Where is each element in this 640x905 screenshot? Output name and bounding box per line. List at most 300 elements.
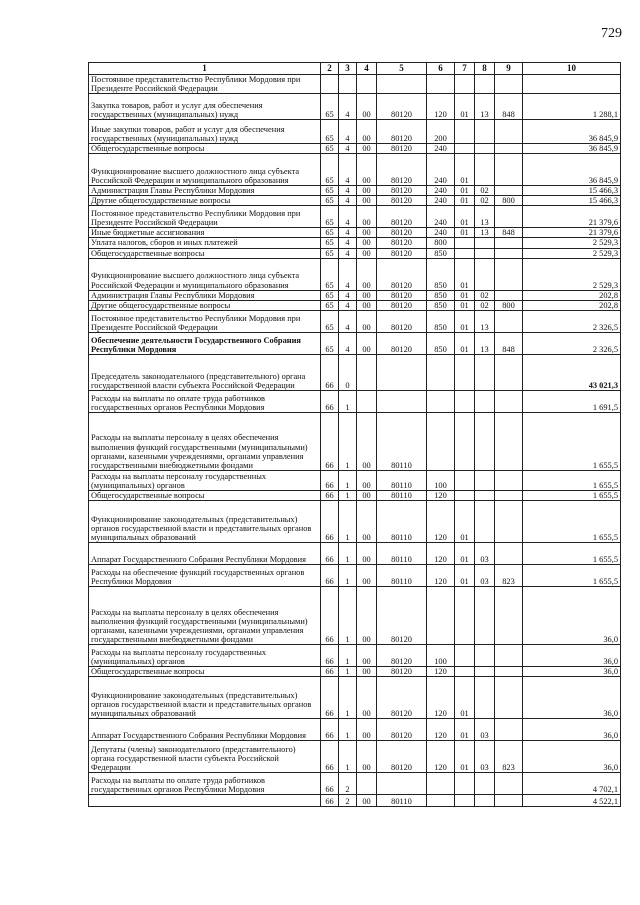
cell-code: 01 (455, 94, 475, 120)
cell-name (89, 794, 321, 806)
cell-code: 240 (427, 186, 455, 196)
cell-code: 4 (339, 94, 357, 120)
cell-amount: 36 845,9 (523, 144, 621, 154)
table-row (89, 542, 621, 564)
cell-code (427, 354, 455, 390)
cell-code (475, 470, 495, 490)
cell-code: 66 (321, 470, 339, 490)
cell-code (339, 75, 357, 94)
cell-code: 823 (495, 564, 523, 586)
cell-code: 01 (455, 290, 475, 300)
cell-name: Аппарат Государственного Собрания Республики Мордовия (89, 718, 321, 740)
cell-code (495, 490, 523, 500)
cell-amount: 202,8 (523, 300, 621, 310)
cell-code: 00 (357, 310, 377, 332)
cell-code (475, 238, 495, 248)
cell-code: 03 (475, 564, 495, 586)
cell-amount: 15 466,3 (523, 186, 621, 196)
cell-code: 1 (339, 390, 357, 412)
cell-code: 240 (427, 154, 455, 186)
cell-code (495, 676, 523, 718)
cell-amount: 36,0 (523, 740, 621, 772)
cell-code: 850 (427, 310, 455, 332)
cell-code (495, 354, 523, 390)
cell-code: 100 (427, 470, 455, 490)
cell-code: 65 (321, 238, 339, 248)
cell-code: 13 (475, 94, 495, 120)
cell-name: Уплата налогов, сборов и иных платежей (89, 238, 321, 248)
cell-name: Расходы на выплаты персоналу государственных (муниципальных) органов (89, 644, 321, 666)
cell-code (455, 490, 475, 500)
table-row (89, 676, 621, 718)
cell-code (377, 390, 427, 412)
table-row (89, 412, 621, 470)
cell-code: 850 (427, 258, 455, 290)
cell-code: 120 (427, 500, 455, 542)
table-row (89, 332, 621, 354)
cell-code (455, 238, 475, 248)
cell-code (475, 490, 495, 500)
cell-code: 01 (455, 740, 475, 772)
cell-name: Администрация Главы Республики Мордовия (89, 290, 321, 300)
cell-code (495, 238, 523, 248)
cell-code: 80120 (377, 740, 427, 772)
cell-code: 2 (339, 794, 357, 806)
cell-code: 80120 (377, 676, 427, 718)
cell-code (495, 390, 523, 412)
cell-code: 800 (495, 300, 523, 310)
cell-code: 00 (357, 120, 377, 144)
cell-code: 80110 (377, 490, 427, 500)
cell-code (357, 390, 377, 412)
cell-code: 80120 (377, 238, 427, 248)
cell-code: 65 (321, 186, 339, 196)
cell-code: 4 (339, 228, 357, 238)
cell-code: 65 (321, 144, 339, 154)
cell-code (475, 676, 495, 718)
cell-code: 80120 (377, 206, 427, 228)
cell-code: 80120 (377, 718, 427, 740)
cell-name: Аппарат Государственного Собрания Республики Мордовия (89, 542, 321, 564)
cell-code: 00 (357, 248, 377, 258)
cell-code (475, 500, 495, 542)
cell-code: 800 (427, 238, 455, 248)
cell-amount: 2 529,3 (523, 248, 621, 258)
cell-code (455, 390, 475, 412)
cell-code: 02 (475, 196, 495, 206)
cell-code: 01 (455, 206, 475, 228)
cell-code (455, 354, 475, 390)
table-body (89, 75, 621, 807)
cell-code: 80120 (377, 94, 427, 120)
table-row (89, 390, 621, 412)
cell-name: Закупка товаров, работ и услуг для обеспечения государственных (муниципальных) нужд (89, 94, 321, 120)
cell-amount (523, 75, 621, 94)
cell-name: Другие общегосударственные вопросы (89, 196, 321, 206)
cell-code (427, 390, 455, 412)
cell-name: Функционирование высшего должностного лица субъекта Российской Федерации и муниципального образования (89, 258, 321, 290)
cell-code: 848 (495, 332, 523, 354)
table-row (89, 772, 621, 794)
cell-code: 02 (475, 300, 495, 310)
cell-code: 01 (455, 186, 475, 196)
cell-code: 00 (357, 300, 377, 310)
cell-code: 00 (357, 470, 377, 490)
cell-code (495, 154, 523, 186)
cell-code: 1 (339, 470, 357, 490)
cell-code: 80120 (377, 228, 427, 238)
table-row (89, 228, 621, 238)
cell-code: 4 (339, 332, 357, 354)
cell-code: 848 (495, 228, 523, 238)
cell-code: 01 (455, 310, 475, 332)
cell-code (455, 75, 475, 94)
cell-code: 00 (357, 412, 377, 470)
cell-code: 850 (427, 300, 455, 310)
table-row (89, 154, 621, 186)
cell-code (455, 772, 475, 794)
cell-amount: 2 529,3 (523, 258, 621, 290)
table-row (89, 300, 621, 310)
cell-code: 4 (339, 310, 357, 332)
cell-amount: 36,0 (523, 666, 621, 676)
cell-code: 66 (321, 586, 339, 644)
cell-name: Расходы на выплаты персоналу в целях обеспечения выполнения функций государственными (муниципальными) органами, казенными учреждениями, органами управления государственными внебюджетными фондами (89, 412, 321, 470)
cell-code (357, 772, 377, 794)
cell-amount: 2 326,5 (523, 332, 621, 354)
cell-code (495, 290, 523, 300)
cell-code (377, 75, 427, 94)
cell-code: 80120 (377, 154, 427, 186)
table-row (89, 718, 621, 740)
cell-code (475, 644, 495, 666)
cell-code: 65 (321, 290, 339, 300)
cell-name: Председатель законодательного (представительного) органа государственной власти субъекта Российской Федерации (89, 354, 321, 390)
cell-amount: 1 691,5 (523, 390, 621, 412)
cell-code: 80110 (377, 564, 427, 586)
cell-name: Иные закупки товаров, работ и услуг для обеспечения государственных (муниципальных) нужд (89, 120, 321, 144)
column-header: 7 (455, 63, 475, 75)
cell-code (475, 390, 495, 412)
cell-amount: 202,8 (523, 290, 621, 300)
cell-code (495, 258, 523, 290)
table-row (89, 354, 621, 390)
cell-code (495, 248, 523, 258)
cell-amount: 43 021,3 (523, 354, 621, 390)
cell-code: 120 (427, 666, 455, 676)
column-header: 9 (495, 63, 523, 75)
cell-code: 80110 (377, 412, 427, 470)
cell-code: 4 (339, 120, 357, 144)
table-row (89, 248, 621, 258)
cell-code: 80120 (377, 290, 427, 300)
cell-name: Расходы на обеспечение функций государственных органов Республики Мордовия (89, 564, 321, 586)
cell-code: 01 (455, 564, 475, 586)
cell-code: 4 (339, 290, 357, 300)
cell-name: Функционирование высшего должностного лица субъекта Российской Федерации и муниципального образования (89, 154, 321, 186)
column-header: 5 (377, 63, 427, 75)
cell-name: Иные бюджетные ассигнования (89, 228, 321, 238)
cell-code: 02 (475, 186, 495, 196)
cell-code: 01 (455, 500, 475, 542)
column-header: 8 (475, 63, 495, 75)
cell-code: 80120 (377, 666, 427, 676)
cell-code: 1 (339, 586, 357, 644)
cell-code: 100 (427, 644, 455, 666)
cell-code: 800 (495, 196, 523, 206)
cell-code (475, 666, 495, 676)
cell-code (377, 772, 427, 794)
cell-code: 80120 (377, 196, 427, 206)
cell-code: 01 (455, 542, 475, 564)
cell-name: Администрация Главы Республики Мордовия (89, 186, 321, 196)
column-header: 10 (523, 63, 621, 75)
cell-code: 1 (339, 666, 357, 676)
cell-code (475, 248, 495, 258)
cell-code: 01 (455, 676, 475, 718)
table-row (89, 794, 621, 806)
table-row (89, 564, 621, 586)
table-row (89, 120, 621, 144)
cell-code: 65 (321, 228, 339, 238)
cell-code: 4 (339, 186, 357, 196)
cell-code: 4 (339, 206, 357, 228)
cell-code: 66 (321, 644, 339, 666)
cell-amount: 36 845,9 (523, 154, 621, 186)
cell-code: 00 (357, 238, 377, 248)
table-row (89, 186, 621, 196)
cell-code (495, 144, 523, 154)
cell-code: 00 (357, 186, 377, 196)
cell-code (475, 144, 495, 154)
cell-code: 00 (357, 644, 377, 666)
cell-code: 00 (357, 290, 377, 300)
cell-code: 4 (339, 300, 357, 310)
cell-code: 00 (357, 332, 377, 354)
cell-code: 66 (321, 772, 339, 794)
cell-code: 66 (321, 354, 339, 390)
cell-code: 00 (357, 586, 377, 644)
cell-code: 00 (357, 258, 377, 290)
cell-name: Общегосударственные вопросы (89, 666, 321, 676)
cell-code: 80110 (377, 794, 427, 806)
cell-code (475, 586, 495, 644)
cell-code: 65 (321, 206, 339, 228)
cell-code: 80110 (377, 542, 427, 564)
cell-code (427, 75, 455, 94)
cell-name: Общегосударственные вопросы (89, 144, 321, 154)
cell-code: 66 (321, 740, 339, 772)
cell-name: Постоянное представительство Республики Мордовия при Президенте Российской Федерации (89, 206, 321, 228)
cell-code: 1 (339, 500, 357, 542)
cell-code: 65 (321, 258, 339, 290)
cell-code: 65 (321, 94, 339, 120)
cell-code (495, 718, 523, 740)
cell-name: Депутаты (члены) законодательного (представительного) органа государственной власти субъекта Российской Федерации (89, 740, 321, 772)
cell-code: 4 (339, 238, 357, 248)
cell-code: 00 (357, 666, 377, 676)
cell-name: Общегосударственные вопросы (89, 490, 321, 500)
cell-code: 66 (321, 500, 339, 542)
table-row (89, 94, 621, 120)
cell-code (455, 144, 475, 154)
cell-amount: 1 655,5 (523, 564, 621, 586)
cell-code (455, 794, 475, 806)
cell-code: 00 (357, 676, 377, 718)
cell-code (321, 75, 339, 94)
cell-name: Обеспечение деятельности Государственного Собрания Республики Мордовия (89, 332, 321, 354)
table-row (89, 470, 621, 490)
cell-code: 120 (427, 564, 455, 586)
cell-code: 03 (475, 740, 495, 772)
cell-code (475, 794, 495, 806)
cell-code: 13 (475, 310, 495, 332)
cell-amount: 36,0 (523, 644, 621, 666)
cell-name: Другие общегосударственные вопросы (89, 300, 321, 310)
cell-code: 65 (321, 300, 339, 310)
cell-code: 65 (321, 154, 339, 186)
table-header-row (89, 63, 621, 75)
column-header: 6 (427, 63, 455, 75)
table-row (89, 500, 621, 542)
cell-name: Функционирование законодательных (представительных) органов государственной власти и представительных органов муниципальных образований (89, 676, 321, 718)
cell-amount: 36,0 (523, 586, 621, 644)
cell-code (455, 120, 475, 144)
cell-code (495, 542, 523, 564)
cell-code: 13 (475, 332, 495, 354)
cell-code (475, 354, 495, 390)
cell-code: 13 (475, 206, 495, 228)
cell-code: 00 (357, 564, 377, 586)
cell-code: 00 (357, 144, 377, 154)
cell-code (495, 666, 523, 676)
cell-code: 03 (475, 718, 495, 740)
cell-code (427, 794, 455, 806)
cell-code (495, 794, 523, 806)
cell-name: Общегосударственные вопросы (89, 248, 321, 258)
cell-amount: 2 529,3 (523, 238, 621, 248)
cell-code: 01 (455, 300, 475, 310)
cell-code: 240 (427, 144, 455, 154)
cell-code: 850 (427, 290, 455, 300)
cell-code: 00 (357, 490, 377, 500)
cell-code: 66 (321, 490, 339, 500)
cell-code (377, 354, 427, 390)
cell-code: 01 (455, 196, 475, 206)
cell-code: 80120 (377, 332, 427, 354)
cell-code (495, 75, 523, 94)
column-header: 2 (321, 63, 339, 75)
cell-code: 66 (321, 666, 339, 676)
cell-name: Расходы на выплаты по оплате труда работников государственных органов Республики Мордовия (89, 772, 321, 794)
cell-amount: 1 655,5 (523, 412, 621, 470)
cell-amount: 36 845,9 (523, 120, 621, 144)
cell-code: 01 (455, 228, 475, 238)
cell-code: 00 (357, 740, 377, 772)
cell-code (475, 154, 495, 186)
cell-code: 66 (321, 676, 339, 718)
cell-code (357, 354, 377, 390)
cell-code: 66 (321, 794, 339, 806)
table-row (89, 310, 621, 332)
cell-code (455, 412, 475, 470)
cell-code (427, 772, 455, 794)
cell-code (495, 206, 523, 228)
cell-code: 80120 (377, 258, 427, 290)
table-row (89, 490, 621, 500)
cell-code: 4 (339, 144, 357, 154)
cell-code: 823 (495, 740, 523, 772)
cell-code: 00 (357, 794, 377, 806)
cell-code: 200 (427, 120, 455, 144)
cell-code: 1 (339, 542, 357, 564)
table-row (89, 586, 621, 644)
cell-code: 240 (427, 196, 455, 206)
cell-code: 65 (321, 248, 339, 258)
cell-code: 66 (321, 390, 339, 412)
cell-amount: 15 466,3 (523, 196, 621, 206)
table-row (89, 144, 621, 154)
cell-code: 66 (321, 718, 339, 740)
table-row (89, 206, 621, 228)
table-row (89, 75, 621, 94)
cell-code: 65 (321, 310, 339, 332)
cell-code: 850 (427, 332, 455, 354)
cell-code: 2 (339, 772, 357, 794)
cell-code (495, 186, 523, 196)
cell-code: 120 (427, 490, 455, 500)
cell-code: 00 (357, 196, 377, 206)
cell-code: 00 (357, 206, 377, 228)
cell-code (475, 258, 495, 290)
cell-code: 0 (339, 354, 357, 390)
cell-code: 80120 (377, 120, 427, 144)
cell-code (495, 120, 523, 144)
cell-code (495, 310, 523, 332)
column-header: 4 (357, 63, 377, 75)
table-row (89, 740, 621, 772)
table-row (89, 196, 621, 206)
cell-code (475, 120, 495, 144)
cell-name: Постоянное представительство Республики Мордовия при Президенте Российской Федерации (89, 310, 321, 332)
cell-code (427, 412, 455, 470)
cell-code: 02 (475, 290, 495, 300)
cell-code: 4 (339, 154, 357, 186)
cell-code: 120 (427, 542, 455, 564)
cell-code: 80110 (377, 470, 427, 490)
cell-amount: 21 379,6 (523, 206, 621, 228)
cell-code: 65 (321, 332, 339, 354)
cell-code: 66 (321, 542, 339, 564)
cell-code: 01 (455, 332, 475, 354)
cell-code: 00 (357, 154, 377, 186)
cell-code: 1 (339, 718, 357, 740)
cell-code (495, 470, 523, 490)
cell-code: 00 (357, 228, 377, 238)
cell-amount: 4 522,1 (523, 794, 621, 806)
table-row (89, 644, 621, 666)
cell-code: 03 (475, 542, 495, 564)
cell-amount: 1 288,1 (523, 94, 621, 120)
cell-code: 65 (321, 196, 339, 206)
cell-code: 01 (455, 258, 475, 290)
cell-code: 120 (427, 676, 455, 718)
cell-amount: 1 655,5 (523, 490, 621, 500)
cell-code: 80120 (377, 144, 427, 154)
cell-amount: 36,0 (523, 718, 621, 740)
cell-code (455, 248, 475, 258)
cell-code (455, 666, 475, 676)
